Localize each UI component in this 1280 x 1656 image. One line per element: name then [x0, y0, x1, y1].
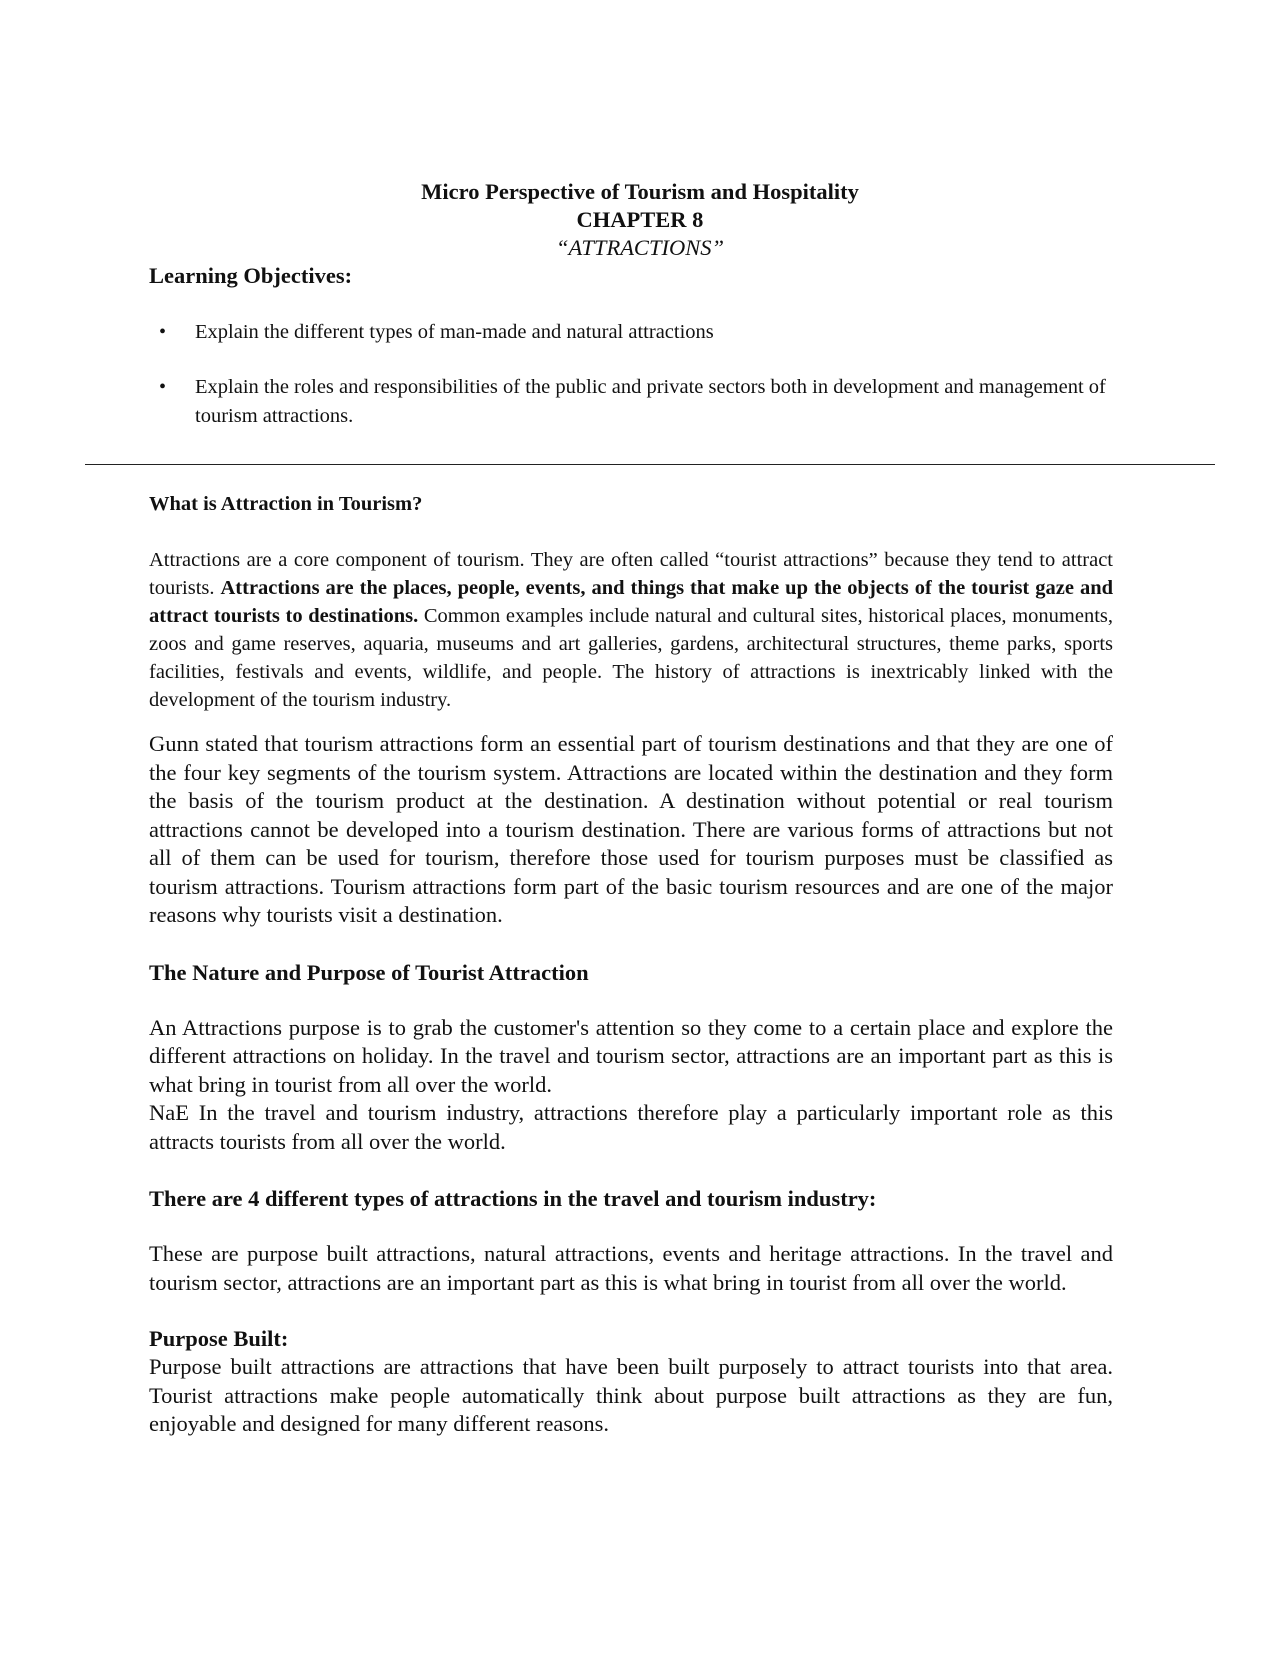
definition-text-start: Attractions are a core component of tourism. They are often called “tourist attractions” because they tend to attract tourists. — [149, 549, 1113, 599]
list-item — [149, 373, 1129, 431]
bullet-icon: • — [159, 376, 167, 398]
horizontal-divider — [85, 464, 1215, 465]
paragraph-gunn: Gunn stated that tourism attractions form an essential part of tourism destinations and that they are one of the four key segments of the tourism system. Attractions are located within the destination and they form the basis of the tourism product at the destination. A destination without potential or real tourism attractions cannot be developed into a tourism destination. There are various forms of attractions but not all of them can be used for tourism, therefore those used for tourism purposes must be classified as tourism attractions. Tourism attractions form part of the basic tourism resources and are one of the major reasons why tourists visit a destination. — [149, 731, 1113, 927]
paragraph-purpose-built: Purpose built attractions are attractions that have been built purposely to attract tourists into that area. Tourist attractions make people automatically think about purpose built attractions as they are fun, enjoyable and designed for many different reasons. — [149, 1354, 1113, 1436]
definition-text-bold: Attractions are the places, people, events, and things that make up the objects of the tourist gaze and attract tourists to destinations. — [149, 577, 1114, 627]
paragraph-nature-note: NaE In the travel and tourism industry, attractions therefore play a particularly important role as this attracts tourists from all over the world. — [149, 1100, 1113, 1154]
main-content — [149, 490, 1113, 1439]
chapter-number: CHAPTER 8 — [576, 207, 704, 232]
course-title: Micro Perspective of Tourism and Hospitality — [421, 179, 859, 204]
section-heading-nature-purpose: The Nature and Purpose of Tourist Attraction — [149, 959, 589, 985]
section-heading-purpose-built: Purpose Built: — [149, 1326, 289, 1351]
chapter-title: “ATTRACTIONS” — [556, 235, 724, 260]
title-block — [0, 178, 1280, 262]
section-heading-what-is-attraction: What is Attraction in Tourism? — [149, 493, 423, 515]
learning-objectives-list — [149, 318, 1129, 457]
list-item — [149, 318, 1129, 347]
paragraph-attractions-definition — [149, 546, 1113, 714]
paragraph-types: These are purpose built attractions, natural attractions, events and heritage attractions. In the travel and tourism sector, attractions are an important part as this is what bring in tourist from all over the world. — [149, 1241, 1113, 1295]
objective-text: Explain the different types of man-made and natural attractions — [195, 321, 714, 343]
definition-text-end: Common examples include natural and cultural sites, historical places, monuments, zoos and game reserves, aquaria, museums and art galleries, gardens, architectural structures, theme parks, sports facilities, festivals and events, wildlife, and people. The history of attractions is inextricably linked with the development of the tourism industry. — [149, 605, 1113, 711]
objective-text: Explain the roles and responsibilities of the public and private sectors both in development and management of tourism attractions. — [195, 376, 1106, 427]
section-heading-types: There are 4 different types of attractions in the travel and tourism industry: — [149, 1186, 877, 1211]
learning-objectives-heading: Learning Objectives: — [149, 263, 353, 288]
bullet-icon: • — [159, 321, 167, 343]
paragraph-nature-purpose: An Attractions purpose is to grab the customer's attention so they come to a certain place and explore the different attractions on holiday. In the travel and tourism sector, attractions are an important part as this is what bring in tourist from all over the world. — [149, 1014, 1113, 1097]
